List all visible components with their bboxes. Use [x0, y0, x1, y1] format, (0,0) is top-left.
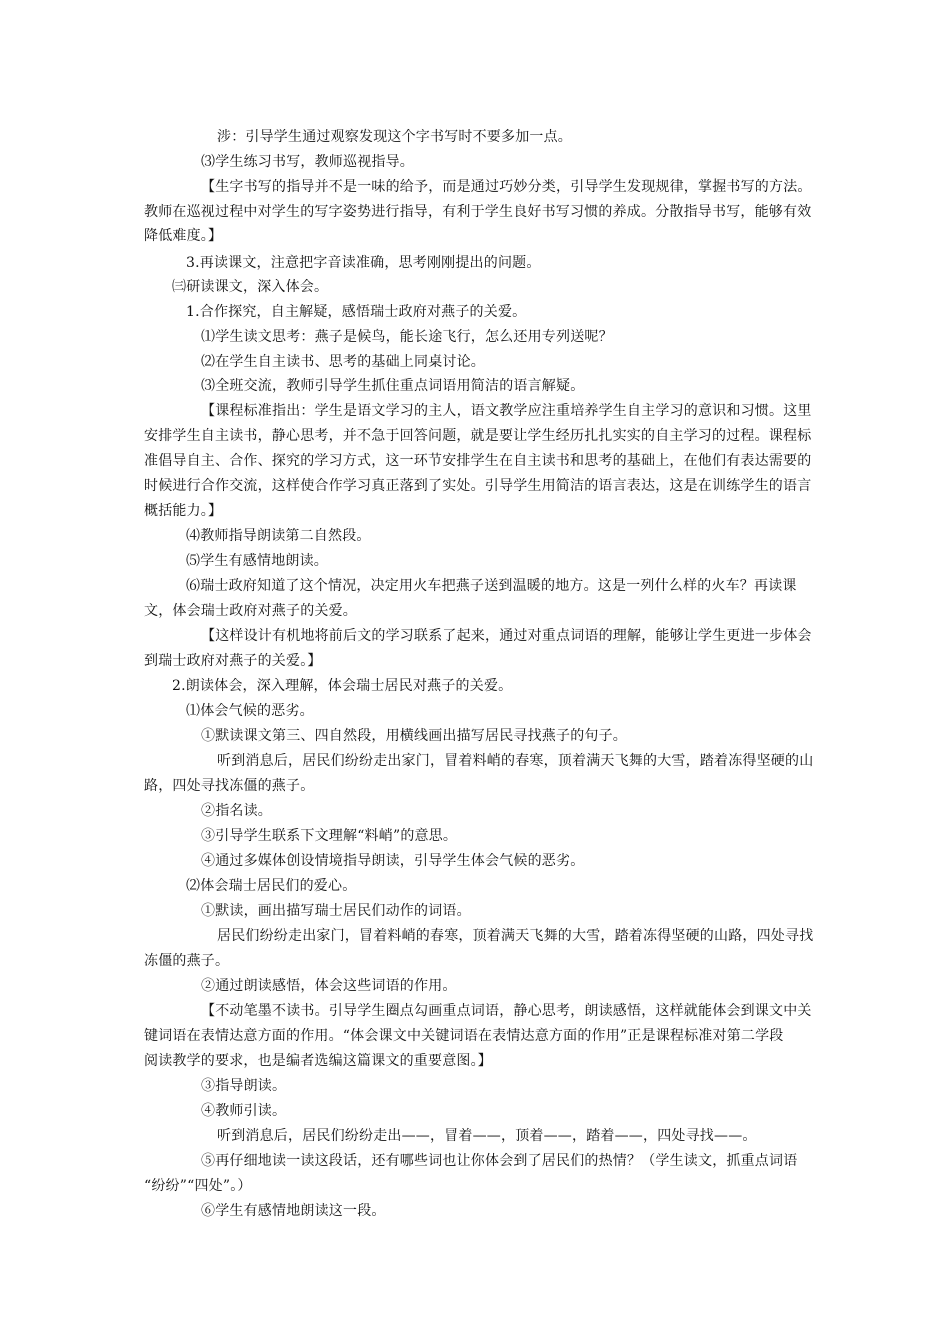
text-line: 文，体会瑞士政府对燕子的关爱。	[144, 603, 357, 619]
text-line: ⑴学生读文思考：燕子是候鸟，能长途飞行，怎么还用专列送呢？	[201, 329, 613, 345]
annotation-line: 教师在巡视过程中对学生的写字姿势进行指导，有利于学生良好书写习惯的养成。分散指导书写，能够有效	[144, 204, 812, 220]
text-line: ⑶学生练习书写，教师巡视指导。	[201, 154, 414, 170]
text-line: ①默读，画出描写瑞士居民们动作的词语。	[201, 903, 471, 919]
annotation-line: 准倡导自主、合作、探究的学习方式，这一环节安排学生在自主读书和思考的基础上，在他们有表达需要的	[144, 453, 812, 469]
annotation-line: 安排学生自主读书，静心思考，并不急于回答问题，就是要让学生经历扎扎实实的自主学习的过程。课程标	[144, 428, 812, 444]
section-heading: ㈢研读课文，深入体会。	[172, 279, 329, 295]
quote-line: 冻僵的燕子。	[144, 953, 230, 969]
quote-line: 路，四处寻找冻僵的燕子。	[144, 778, 315, 794]
annotation-line: 【这样设计有机地将前后文的学习联系了起来，通过对重点词语的理解，能够让学生更进一步体会	[201, 628, 812, 644]
text-line: ⑶全班交流，教师引导学生抓住重点词语用简洁的语言解疑。	[201, 378, 585, 394]
section-heading: 3.再读课文，注意把字音读准确，思考刚刚提出的问题。	[186, 255, 541, 271]
annotation-line: 时候进行合作交流，这样使合作学习真正落到了实处。引导学生用简洁的语言表达，这是在训练学生的语言	[144, 478, 812, 494]
annotation-line: 阅读教学的要求，也是编者选编这篇课文的重要意图。】	[144, 1053, 492, 1069]
annotation-line: 【不动笔墨不读书。引导学生圈点勾画重点词语，静心思考，朗读感悟，这样就能体会到课文中关	[201, 1003, 812, 1019]
annotation-line: 【课程标准指出：学生是语文学习的主人，语文教学应注重培养学生自主学习的意识和习惯。这里	[201, 403, 812, 419]
quote-line: 听到消息后，居民们纷纷走出——，冒着——，顶着——，踏着——，四处寻找——。	[217, 1128, 757, 1144]
text-line: ③指导朗读。	[201, 1078, 287, 1094]
text-line: ⑤再仔细地读一读这段话，还有哪些词也让你体会到了居民们的热情？（学生读文，抓重点词语	[201, 1153, 798, 1169]
text-line: ⑵在学生自主读书、思考的基础上同桌讨论。	[201, 354, 485, 370]
text-line: ②通过朗读感悟，体会这些词语的作用。	[201, 978, 457, 994]
text-line: ⑷教师指导朗读第二自然段。	[186, 528, 371, 544]
text-line: ⑥学生有感情地朗读这一段。	[201, 1203, 386, 1219]
text-line: ⑹瑞士政府知道了这个情况，决定用火车把燕子送到温暖的地方。这是一列什么样的火车？再读课	[186, 578, 797, 594]
annotation-line: 键词语在表情达意方面的作用。“体会课文中关键词语在表情达意方面的作用”正是课程标准对第二学段	[144, 1028, 784, 1044]
annotation-line: 降低难度。】	[144, 228, 223, 244]
quote-line: 居民们纷纷走出家门，冒着料峭的春寒，顶着满天飞舞的大雪，踏着冻得坚硬的山路，四处寻找	[217, 928, 814, 944]
text-line: ②指名读。	[201, 803, 272, 819]
annotation-line: 概括能力。】	[144, 503, 223, 519]
text-line: ④通过多媒体创设情境指导朗读，引导学生体会气候的恶劣。	[201, 853, 585, 869]
annotation-line: 到瑞士政府对燕子的关爱。】	[144, 653, 322, 669]
text-line: ③引导学生联系下文理解“料峭”的意思。	[201, 828, 458, 844]
annotation-line: 【生字书写的指导并不是一味的给予，而是通过巧妙分类，引导学生发现规律，掌握书写的方法。	[201, 179, 812, 195]
text-line: ⑴体会气候的恶劣。	[186, 703, 314, 719]
text-line: ①默读课文第三、四自然段，用横线画出描写居民寻找燕子的句子。	[201, 728, 627, 744]
text-line: “纷纷”“四处”。）	[144, 1178, 252, 1194]
text-line: ⑵体会瑞士居民们的爱心。	[186, 878, 357, 894]
text-line: ④教师引读。	[201, 1103, 287, 1119]
section-heading: 2.朗读体会，深入理解，体会瑞士居民对燕子的关爱。	[172, 678, 513, 694]
section-heading: 1.合作探究，自主解疑，感悟瑞士政府对燕子的关爱。	[186, 304, 527, 320]
quote-line: 听到消息后，居民们纷纷走出家门，冒着料峭的春寒，顶着满天飞舞的大雪，踏着冻得坚硬的山	[217, 753, 814, 769]
text-line: 涉：引导学生通过观察发现这个字书写时不要多加一点。	[217, 129, 572, 145]
text-line: ⑸学生有感情地朗读。	[186, 553, 328, 569]
